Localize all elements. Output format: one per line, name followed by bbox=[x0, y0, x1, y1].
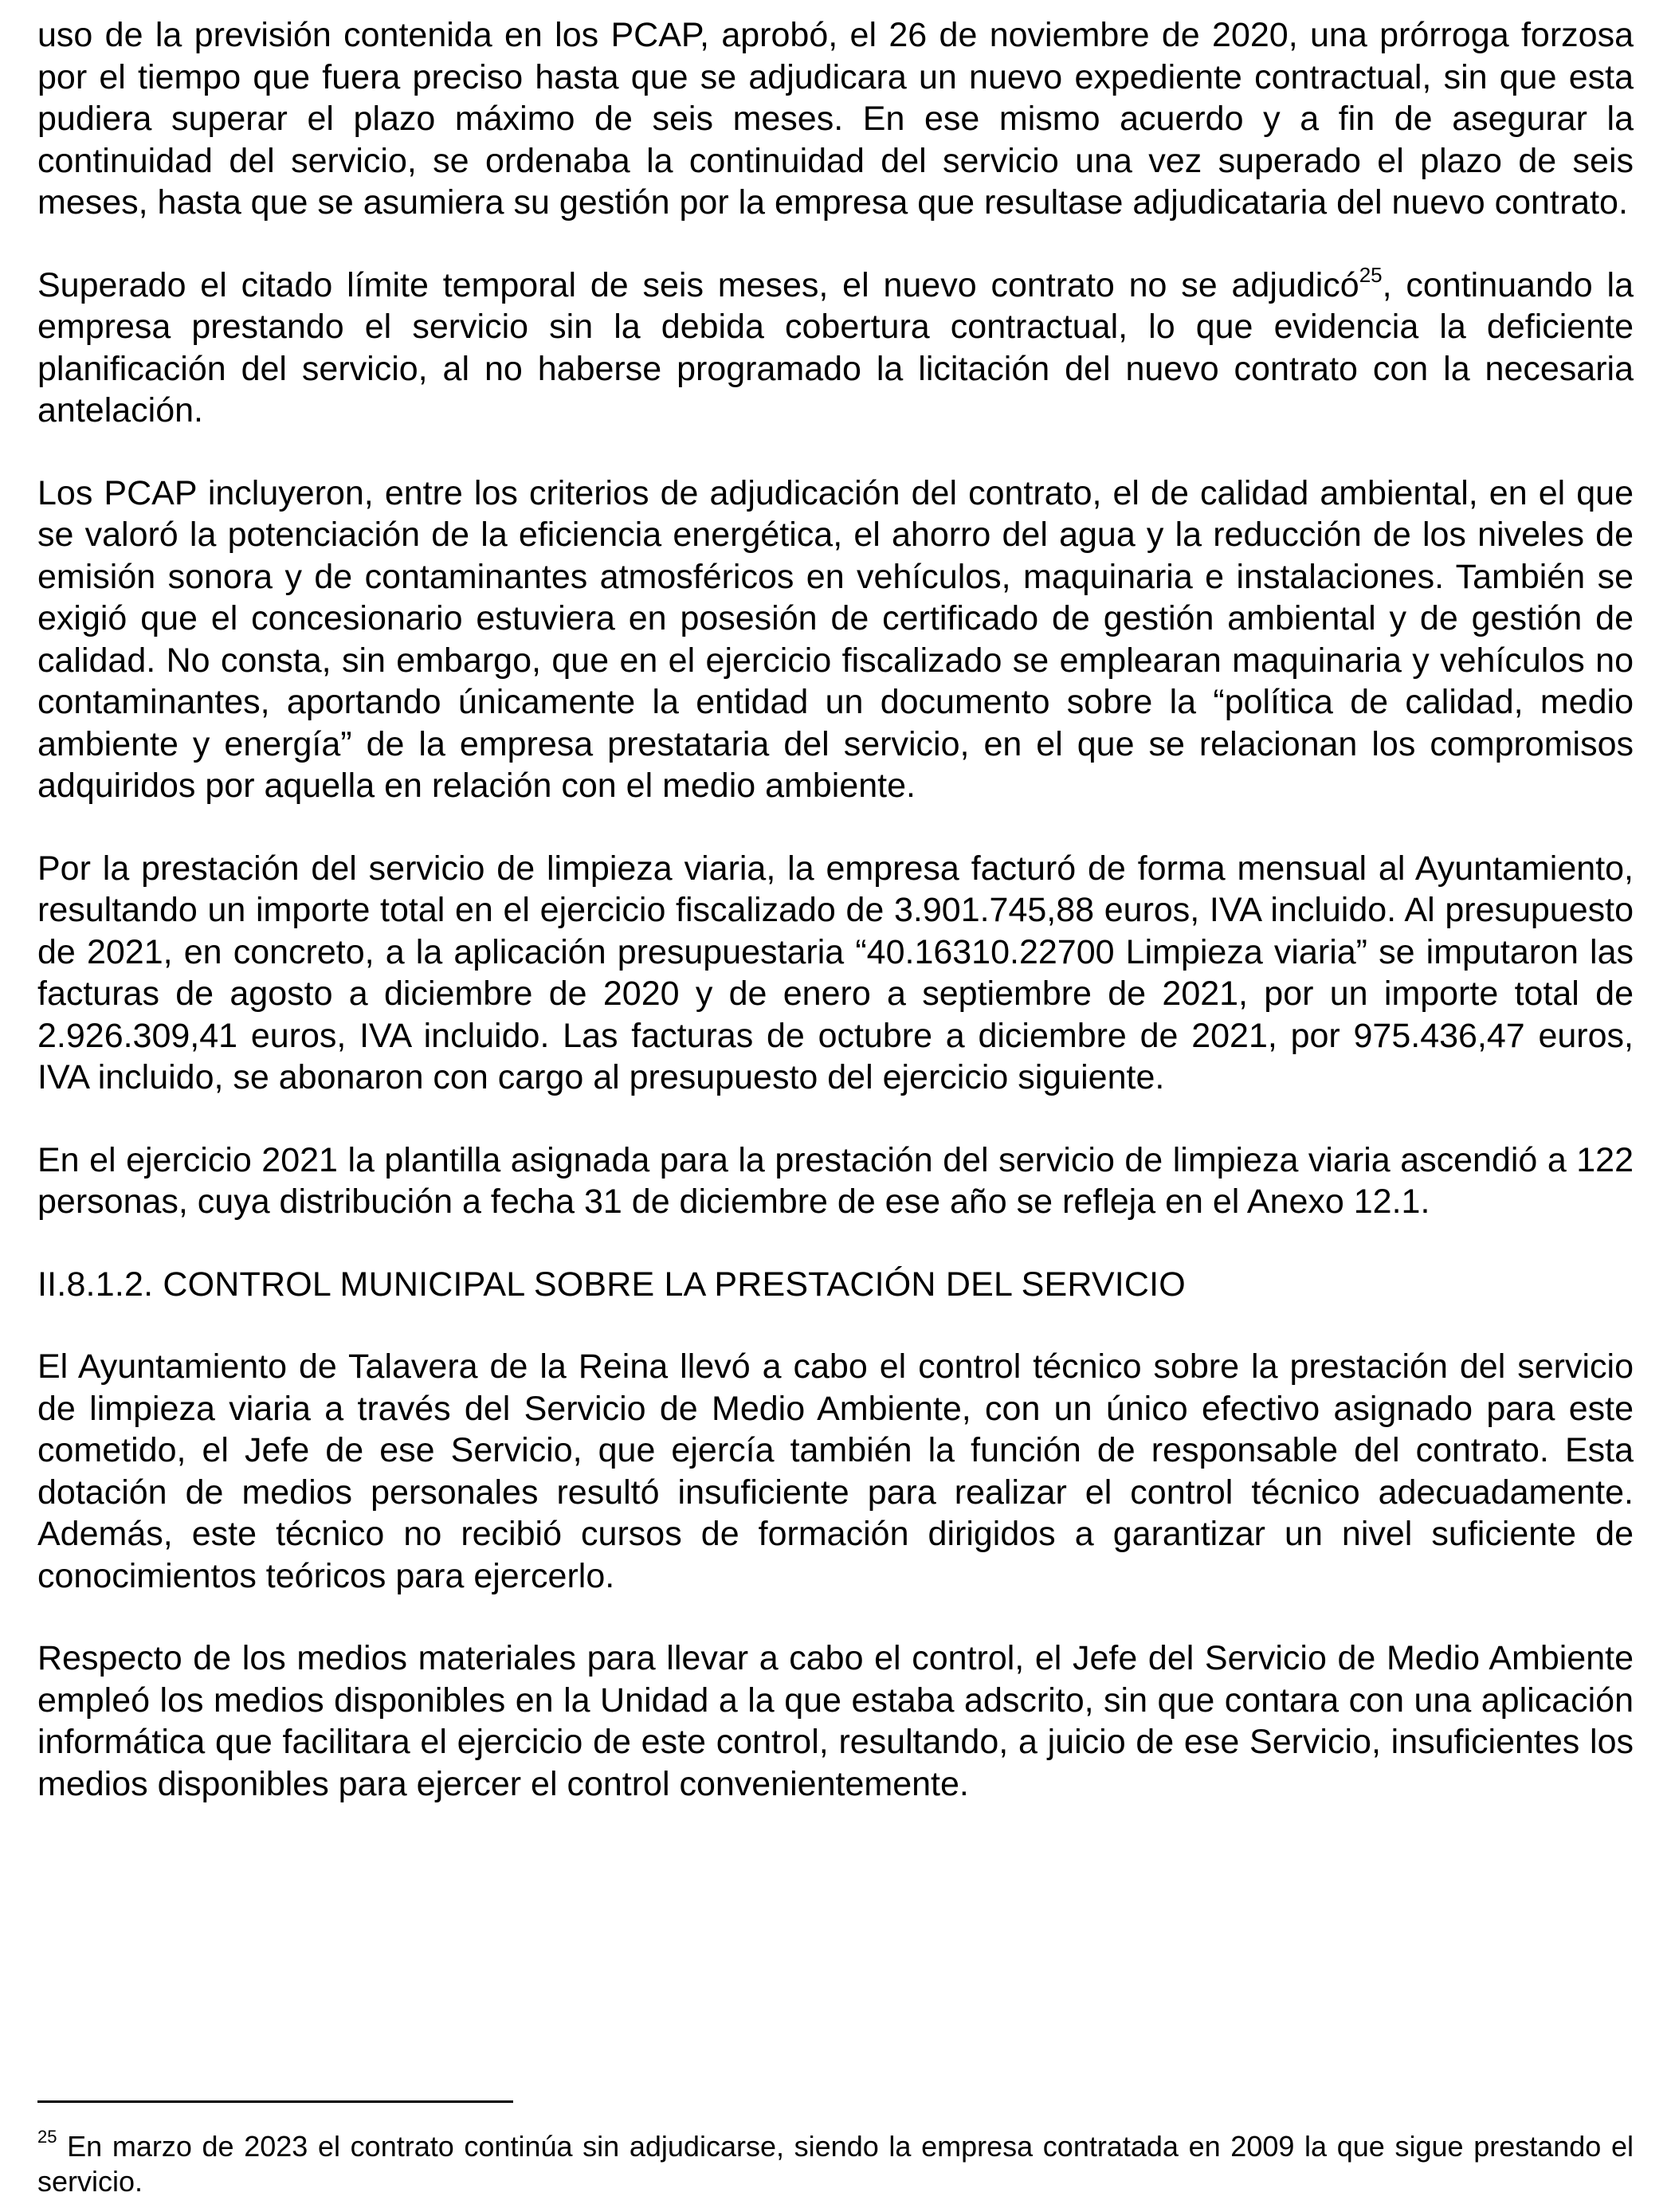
footnote-text: En marzo de 2023 el contrato continúa sin adjudicarse, siendo la empresa contratada en 2009 la que sigue prestando el servicio. bbox=[37, 2130, 1634, 2198]
paragraph-text-after-ref: , continuando la empresa prestando el servicio sin la debida cobertura contractual, lo que evidencia la deficiente planificación del servicio, al no haberse programado la licitación del nuevo contrato con la necesaria antelación. bbox=[37, 265, 1634, 429]
paragraph-contrato-no-adjudicado bbox=[37, 265, 1634, 432]
paragraph-text-before-ref: Superado el citado límite temporal de seis meses, el nuevo contrato no se adjudicó bbox=[37, 265, 1359, 304]
paragraph-control-tecnico: El Ayuntamiento de Talavera de la Reina llevó a cabo el control técnico sobre la prestación del servicio de limpieza viaria a través del Servicio de Medio Ambiente, con un único efectivo asignado para este cometido, el Jefe de ese Servicio, que ejercía también la función de responsable del contrato. Esta dotación de medios personales resultó insuficiente para realizar el control técnico adecuadamente. Además, este técnico no recibió cursos de formación dirigidos a garantizar un nivel suficiente de conocimientos teóricos para ejercerlo. bbox=[37, 1347, 1634, 1595]
paragraph-medios-materiales: Respecto de los medios materiales para llevar a cabo el control, el Jefe del Servicio de Medio Ambiente empleó los medios disponibles en la Unidad a la que estaba adscrito, sin que contara con una aplicación informática que facilitara el ejercicio de este control, resultando, a juicio de ese Servicio, insuficientes los medios disponibles para ejercer el control convenientemente. bbox=[37, 1639, 1634, 1803]
document-body bbox=[37, 14, 1634, 1845]
paragraph-plantilla: En el ejercicio 2021 la plantilla asignada para la prestación del servicio de limpieza viaria ascendió a 122 personas, cuya distribución a fecha 31 de diciembre de ese año se refleja en el Anexo 12.1. bbox=[37, 1140, 1634, 1221]
footnote bbox=[37, 2129, 1634, 2199]
paragraph-prorroga: uso de la previsión contenida en los PCAP, aprobó, el 26 de noviembre de 2020, una prórroga forzosa por el tiempo que fuera preciso hasta que se adjudicara un nuevo expediente contractual, sin que esta pudiera superar el plazo máximo de seis meses. En ese mismo acuerdo y a fin de asegurar la continuidad del servicio, se ordenaba la continuidad del servicio una vez superado el plazo de seis meses, hasta que se asumiera su gestión por la empresa que resultase adjudicataria del nuevo contrato. bbox=[37, 16, 1634, 222]
paragraph-calidad-ambiental: Los PCAP incluyeron, entre los criterios de adjudicación del contrato, el de calidad ambiental, en el que se valoró la potenciación de la eficiencia energética, el ahorro del agua y la reducción de los niveles de emisión sonora y de contaminantes atmosféricos en vehículos, maquinaria e instalaciones. También se exigió que el concesionario estuviera en posesión de certificado de gestión ambiental y de gestión de calidad. No consta, sin embargo, que en el ejercicio fiscalizado se emplearan maquinaria y vehículos no contaminantes, aportando únicamente la entidad un documento sobre la “política de calidad, medio ambiente y energía” de la empresa prestataria del servicio, en el que se relacionan los compromisos adquiridos por aquella en relación con el medio ambiente. bbox=[37, 473, 1634, 805]
footnote-separator bbox=[37, 2100, 513, 2103]
footnote-reference[interactable]: 25 bbox=[1359, 263, 1383, 288]
section-heading: II.8.1.2. CONTROL MUNICIPAL SOBRE LA PRESTACIÓN DEL SERVICIO bbox=[37, 1265, 1186, 1304]
paragraph-facturacion: Por la prestación del servicio de limpieza viaria, la empresa facturó de forma mensual al Ayuntamiento, resultando un importe total en el ejercicio fiscalizado de 3.901.745,88 euros, IVA incluido. Al presupuesto de 2021, en concreto, a la aplicación presupuestaria “40.16310.22700 Limpieza viaria” se imputaron las facturas de agosto a diciembre de 2020 y de enero a septiembre de 2021, por un importe total de 2.926.309,41 euros, IVA incluido. Las facturas de octubre a diciembre de 2021, por 975.436,47 euros, IVA incluido, se abonaron con cargo al presupuesto del ejercicio siguiente. bbox=[37, 849, 1634, 1096]
footnote-number: 25 bbox=[37, 2127, 57, 2147]
